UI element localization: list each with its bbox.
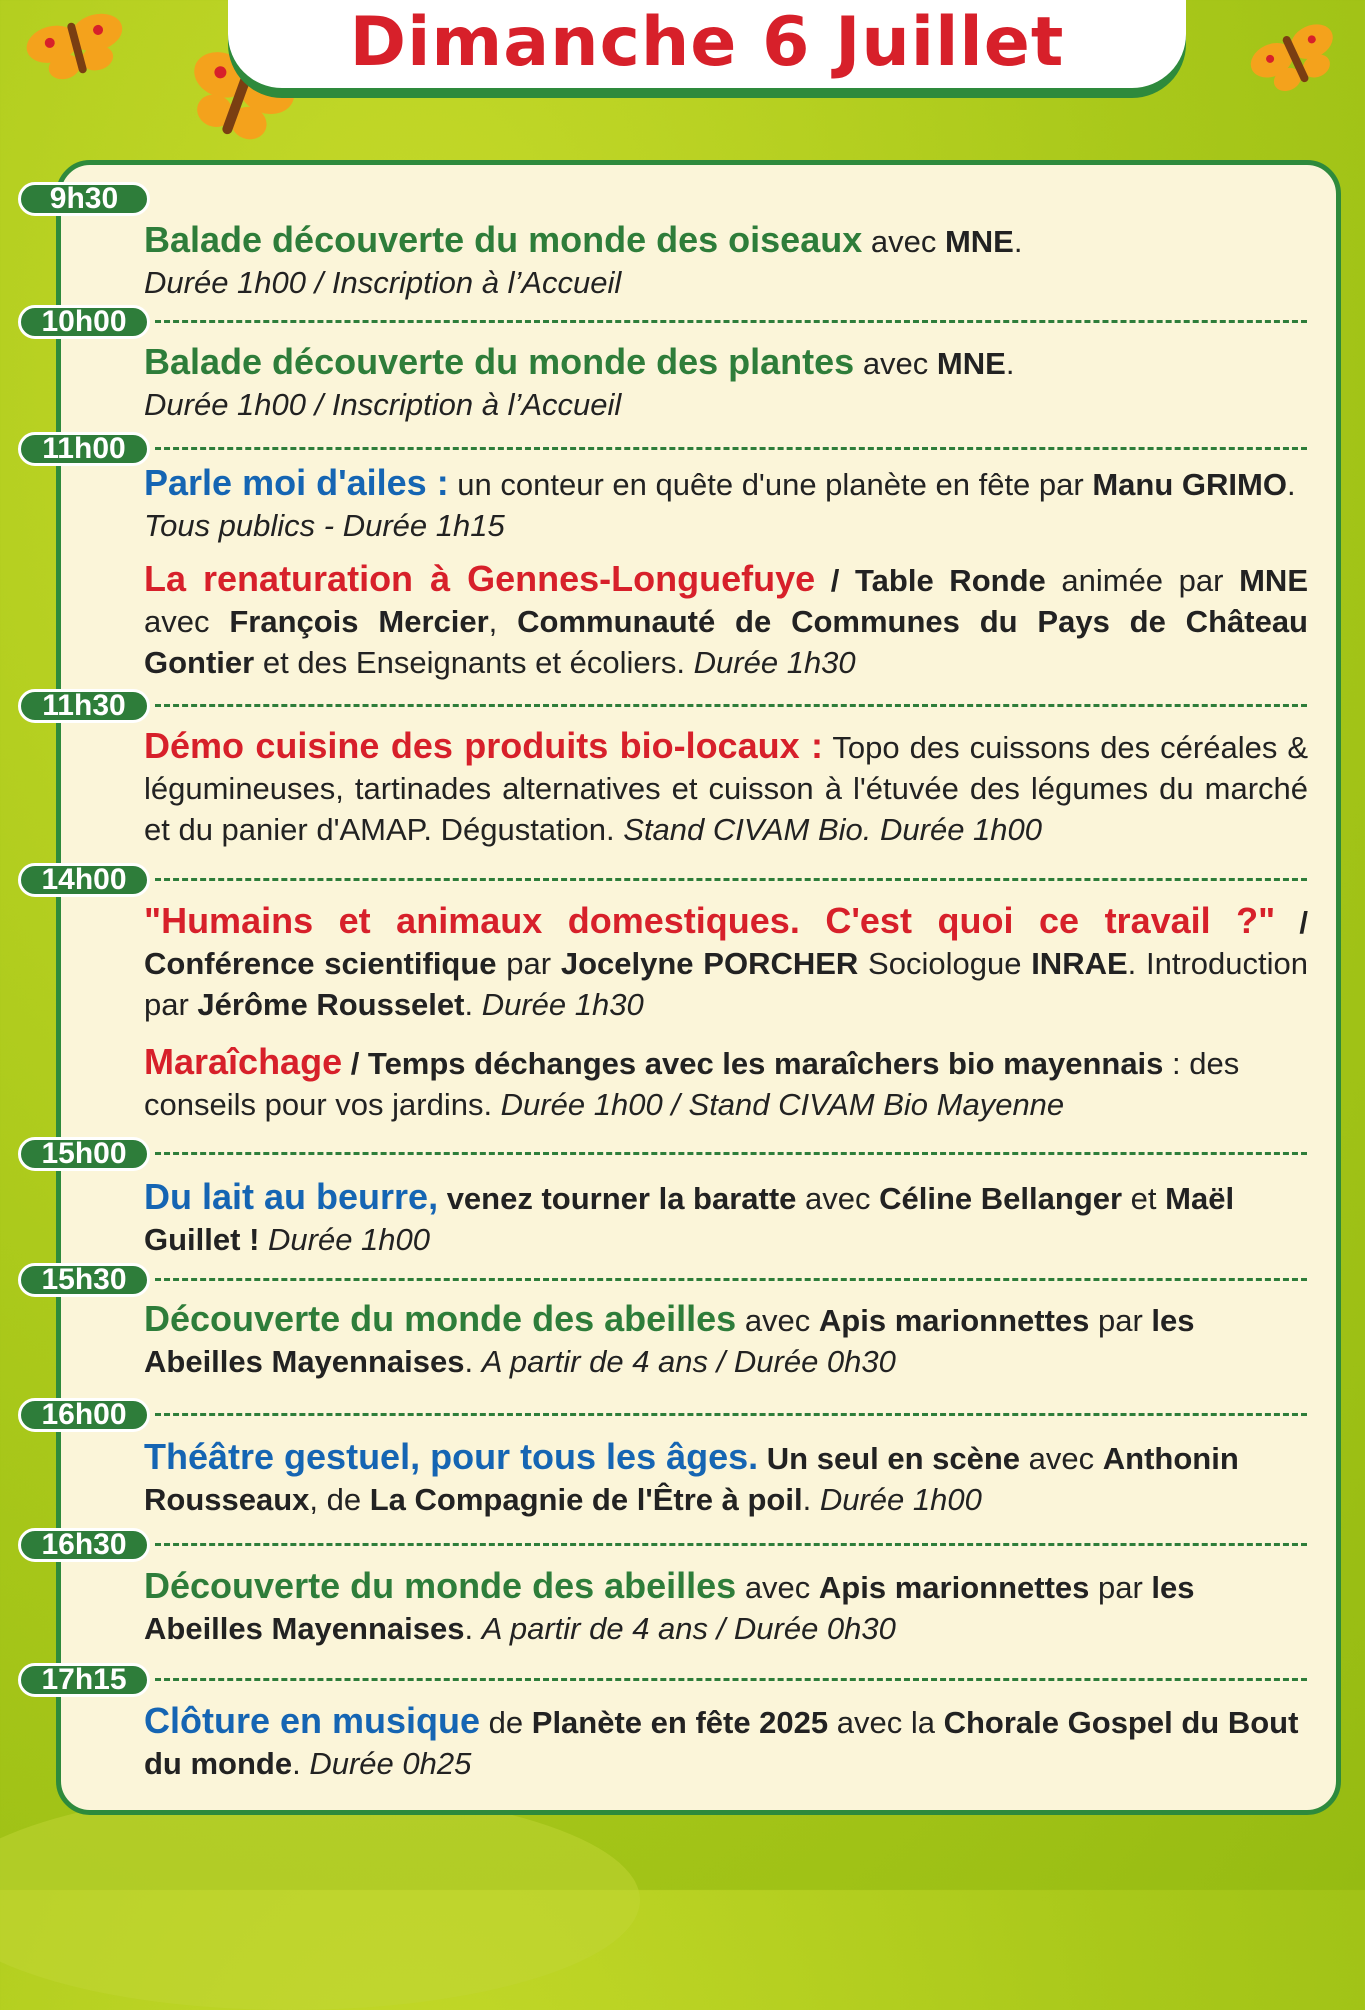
divider <box>155 1678 1307 1681</box>
event-title: Balade découverte du monde des plantes <box>144 341 855 382</box>
event-title: Parle moi d'ailes : <box>144 462 449 503</box>
divider <box>155 447 1307 450</box>
time-badge: 16h30 <box>18 1528 150 1562</box>
event-meta: Stand CIVAM Bio. Durée 1h00 <box>623 812 1043 847</box>
divider <box>155 878 1307 881</box>
butterfly-icon <box>1246 20 1346 100</box>
time-badge: 16h00 <box>18 1398 150 1432</box>
divider <box>155 1413 1307 1416</box>
event-meta: Durée 1h00 / Stand CIVAM Bio Mayenne <box>500 1087 1065 1122</box>
event-meta: Durée 1h00 <box>819 1482 982 1517</box>
event-title: Découverte du monde des abeilles <box>144 1565 737 1606</box>
event-title: Du lait au beurre, <box>144 1176 439 1217</box>
event-item: Parle moi d'ailes : un conteur en quête d'une planète en fête par Manu GRIMO. Tous publics - Durée 1h15 <box>144 462 1296 543</box>
event-meta: Durée 1h00 / Inscription à l’Accueil <box>144 387 622 422</box>
divider <box>155 1278 1307 1281</box>
event-title: Théâtre gestuel, pour tous les âges. <box>144 1436 759 1477</box>
event-item: Maraîchage / Temps déchanges avec les maraîchers bio mayennais : des conseils pour vos jardins. Durée 1h00 / Stand CIVAM Bio Mayenne <box>144 1041 1240 1122</box>
event-meta: Tous publics - Durée 1h15 <box>144 508 505 543</box>
time-badge: 11h30 <box>18 689 150 723</box>
time-badge: 15h30 <box>18 1263 150 1297</box>
event-item: Démo cuisine des produits bio-locaux : Topo des cuissons des céréales & légumineuses, tartinades alternatives et cuisson à l'étuvée des légumes du marché et du panier d'AMAP. Dégustation. Stand CIVAM Bio. Durée 1h00 <box>144 725 1308 847</box>
background-decoration <box>0 1790 640 2010</box>
time-badge: 17h15 <box>18 1663 150 1697</box>
divider <box>155 320 1307 323</box>
page-title: Dimanche 6 Juillet <box>349 2 1065 82</box>
divider <box>155 704 1307 707</box>
event-item: Théâtre gestuel, pour tous les âges. Un seul en scène avec Anthonin Rousseaux, de La Compagnie de l'Être à poil. Durée 1h00 <box>144 1436 1239 1517</box>
time-badge: 14h00 <box>18 863 150 897</box>
event-item: Balade découverte du monde des oiseaux avec MNE. Durée 1h00 / Inscription à l’Accueil <box>144 219 1023 300</box>
event-item: La renaturation à Gennes-Longuefuye / Table Ronde animée par MNE avec François Mercier, Communauté de Communes du Pays de Château Gontier et des Enseignants et écoliers. Durée 1h30 <box>144 558 1308 680</box>
time-badge: 9h30 <box>18 182 150 216</box>
event-item: "Humains et animaux domestiques. C'est quoi ce travail ?" / Conférence scientifique par Jocelyne PORCHER Sociologue INRAE. Introduction par Jérôme Rousselet. Durée 1h30 <box>144 900 1308 1022</box>
event-meta: Durée 0h25 <box>309 1746 472 1781</box>
event-title: Balade découverte du monde des oiseaux <box>144 219 863 260</box>
divider <box>155 1543 1307 1546</box>
event-title: Démo cuisine des produits bio-locaux : <box>144 725 823 766</box>
divider <box>155 1152 1307 1155</box>
event-item: Clôture en musique de Planète en fête 2025 avec la Chorale Gospel du Bout du monde. Durée 0h25 <box>144 1700 1299 1781</box>
title-banner <box>228 0 1186 88</box>
event-meta: A partir de 4 ans / Durée 0h30 <box>481 1611 896 1646</box>
event-title: Découverte du monde des abeilles <box>144 1298 737 1339</box>
event-meta: Durée 1h30 <box>481 987 644 1022</box>
event-item: Découverte du monde des abeilles avec Apis marionnettes par les Abeilles Mayennaises. A partir de 4 ans / Durée 0h30 <box>144 1565 1195 1646</box>
time-badge: 15h00 <box>18 1137 150 1171</box>
event-item: Du lait au beurre, venez tourner la baratte avec Céline Bellanger et Maël Guillet ! Durée 1h00 <box>144 1176 1235 1257</box>
event-item: Découverte du monde des abeilles avec Apis marionnettes par les Abeilles Mayennaises. A partir de 4 ans / Durée 0h30 <box>144 1298 1195 1379</box>
event-meta: Durée 1h30 <box>693 645 856 680</box>
event-title: La renaturation à Gennes-Longuefuye <box>144 558 816 599</box>
event-meta: Durée 1h00 <box>268 1222 431 1257</box>
event-item: Balade découverte du monde des plantes avec MNE. Durée 1h00 / Inscription à l’Accueil <box>144 341 1015 422</box>
event-meta: A partir de 4 ans / Durée 0h30 <box>481 1344 896 1379</box>
event-meta: Durée 1h00 / Inscription à l’Accueil <box>144 265 622 300</box>
event-title: Clôture en musique <box>144 1700 481 1741</box>
time-badge: 10h00 <box>18 305 150 339</box>
butterfly-icon <box>22 8 132 88</box>
event-title: "Humains et animaux domestiques. C'est quoi ce travail ?" <box>144 900 1276 941</box>
event-title: Maraîchage <box>144 1041 343 1082</box>
time-badge: 11h00 <box>18 432 150 466</box>
